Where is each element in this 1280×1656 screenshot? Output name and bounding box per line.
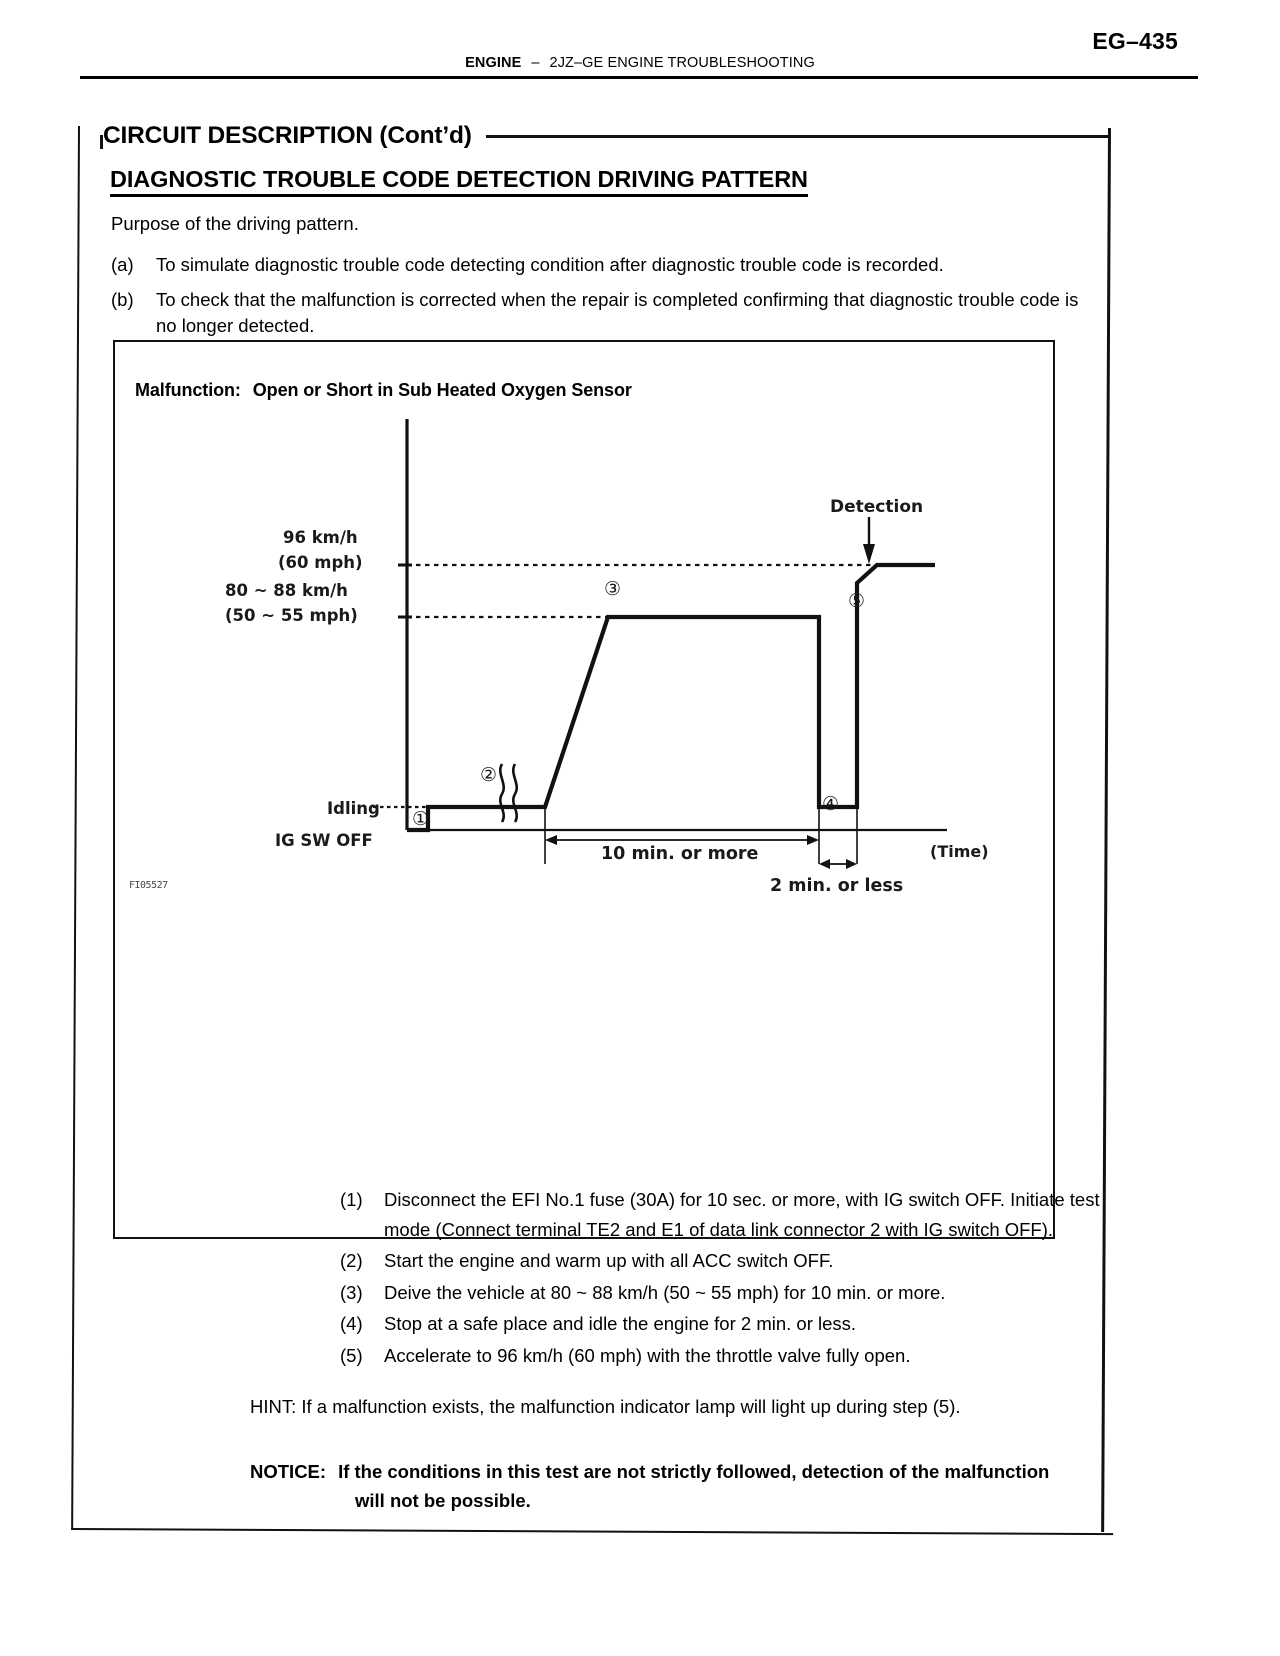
chart-marker-2: ② xyxy=(480,764,498,786)
step-item xyxy=(340,1185,1150,1244)
y-label-80-88kmh: 80 ~ 88 km/h xyxy=(225,581,348,600)
step-number: (3) xyxy=(340,1281,363,1303)
step-item xyxy=(340,1341,1150,1371)
step-text: Start the engine and warm up with all ACC switch OFF. xyxy=(384,1250,834,1271)
header-divider xyxy=(80,76,1198,79)
page-title: DIAGNOSTIC TROUBLE CODE DETECTION DRIVING PATTERN xyxy=(110,166,808,197)
chart-marker-5: ⑤ xyxy=(848,590,866,612)
dim-arrow-10min-left xyxy=(545,835,557,845)
step-text: Deive the vehicle at 80 ~ 88 km/h (50 ~ 55 mph) for 10 min. or more. xyxy=(384,1281,946,1303)
duration-label-2min: 2 min. or less xyxy=(770,876,904,896)
page-number: EG–435 xyxy=(1092,28,1178,54)
header-dash: – xyxy=(531,55,540,71)
lettered-item-a-marker: (a) xyxy=(111,254,134,275)
x-axis-label-time: (Time) xyxy=(930,842,989,861)
page-header xyxy=(0,0,1280,80)
chart-marker-1: ① xyxy=(412,808,430,830)
step-text: Disconnect the EFI No.1 fuse (30A) for 10 sec. or more, with IG switch OFF. Initiate test mode (Connect terminal TE2 and E1 of data link connector 2 with IG switch OFF). xyxy=(384,1189,1100,1240)
y-label-60mph: (60 mph) xyxy=(278,553,363,572)
figure-id-label: FI05527 xyxy=(129,880,168,891)
time-break-squiggle-left xyxy=(500,764,503,822)
step-item xyxy=(340,1278,1150,1308)
lettered-item-b-text: To check that the malfunction is corrected when the repair is completed confirming that diagnostic trouble code is no longer detected. xyxy=(156,289,1079,336)
y-label-idling: Idling xyxy=(327,799,380,818)
notice-line-1: If the conditions in this test are not strictly followed, detection of the malfunction xyxy=(338,1461,1050,1482)
malfunction-key: Malfunction: xyxy=(135,380,241,400)
detection-arrow-head xyxy=(863,544,875,564)
notice-block xyxy=(250,1457,1180,1515)
step-number: (5) xyxy=(340,1344,363,1366)
hint-text: HINT: If a malfunction exists, the malfunction indicator lamp will light up during step (5). xyxy=(250,1396,961,1417)
detection-label: Detection xyxy=(830,497,924,517)
figure-box xyxy=(113,340,1100,1511)
duration-label-10min: 10 min. or more xyxy=(601,844,759,864)
chart-marker-4: ④ xyxy=(822,793,840,815)
step-item xyxy=(340,1309,1150,1339)
chart-marker-3: ③ xyxy=(604,578,622,600)
header-section-label: ENGINE xyxy=(465,55,522,71)
notice-line-2: will not be possible. xyxy=(355,1490,531,1511)
y-label-50-55mph: (50 ~ 55 mph) xyxy=(225,606,358,625)
y-label-96kmh: 96 km/h xyxy=(283,528,358,547)
step-number: (4) xyxy=(340,1313,363,1334)
dim-arrow-2min-right xyxy=(846,859,857,869)
notice-key: NOTICE: xyxy=(250,1461,327,1482)
header-breadcrumb xyxy=(0,55,1280,71)
procedure-steps-list xyxy=(340,1185,1150,1372)
purpose-line: Purpose of the driving pattern. xyxy=(111,213,359,234)
lettered-item-b-marker: (b) xyxy=(111,289,134,310)
dim-arrow-2min-left xyxy=(819,859,830,869)
malfunction-value: Open or Short in Sub Heated Oxygen Sensor xyxy=(252,380,632,400)
driving-pattern-chart xyxy=(115,412,1053,896)
step-text: Stop at a safe place and idle the engine for 2 min. or less. xyxy=(384,1313,857,1334)
step-item xyxy=(340,1246,1150,1276)
y-label-ig-sw-off: IG SW OFF xyxy=(275,831,373,850)
malfunction-label xyxy=(135,380,632,401)
section-title: CIRCUIT DESCRIPTION (Cont’d) xyxy=(103,122,486,150)
time-break-squiggle-right xyxy=(513,764,516,822)
section-title-row xyxy=(100,122,1110,154)
lettered-item-b xyxy=(111,287,1096,339)
lettered-item-a-text: To simulate diagnostic trouble code detecting condition after diagnostic trouble code is recorded. xyxy=(156,254,944,275)
header-subject-label: 2JZ–GE ENGINE TROUBLESHOOTING xyxy=(549,55,815,71)
step-number: (2) xyxy=(340,1250,363,1271)
dim-arrow-10min-right xyxy=(807,835,819,845)
driving-pattern-svg xyxy=(115,412,1053,912)
step-number: (1) xyxy=(340,1189,363,1210)
lettered-item-a xyxy=(111,252,1096,278)
step-text: Accelerate to 96 km/h (60 mph) with the throttle valve fully open. xyxy=(384,1344,911,1366)
